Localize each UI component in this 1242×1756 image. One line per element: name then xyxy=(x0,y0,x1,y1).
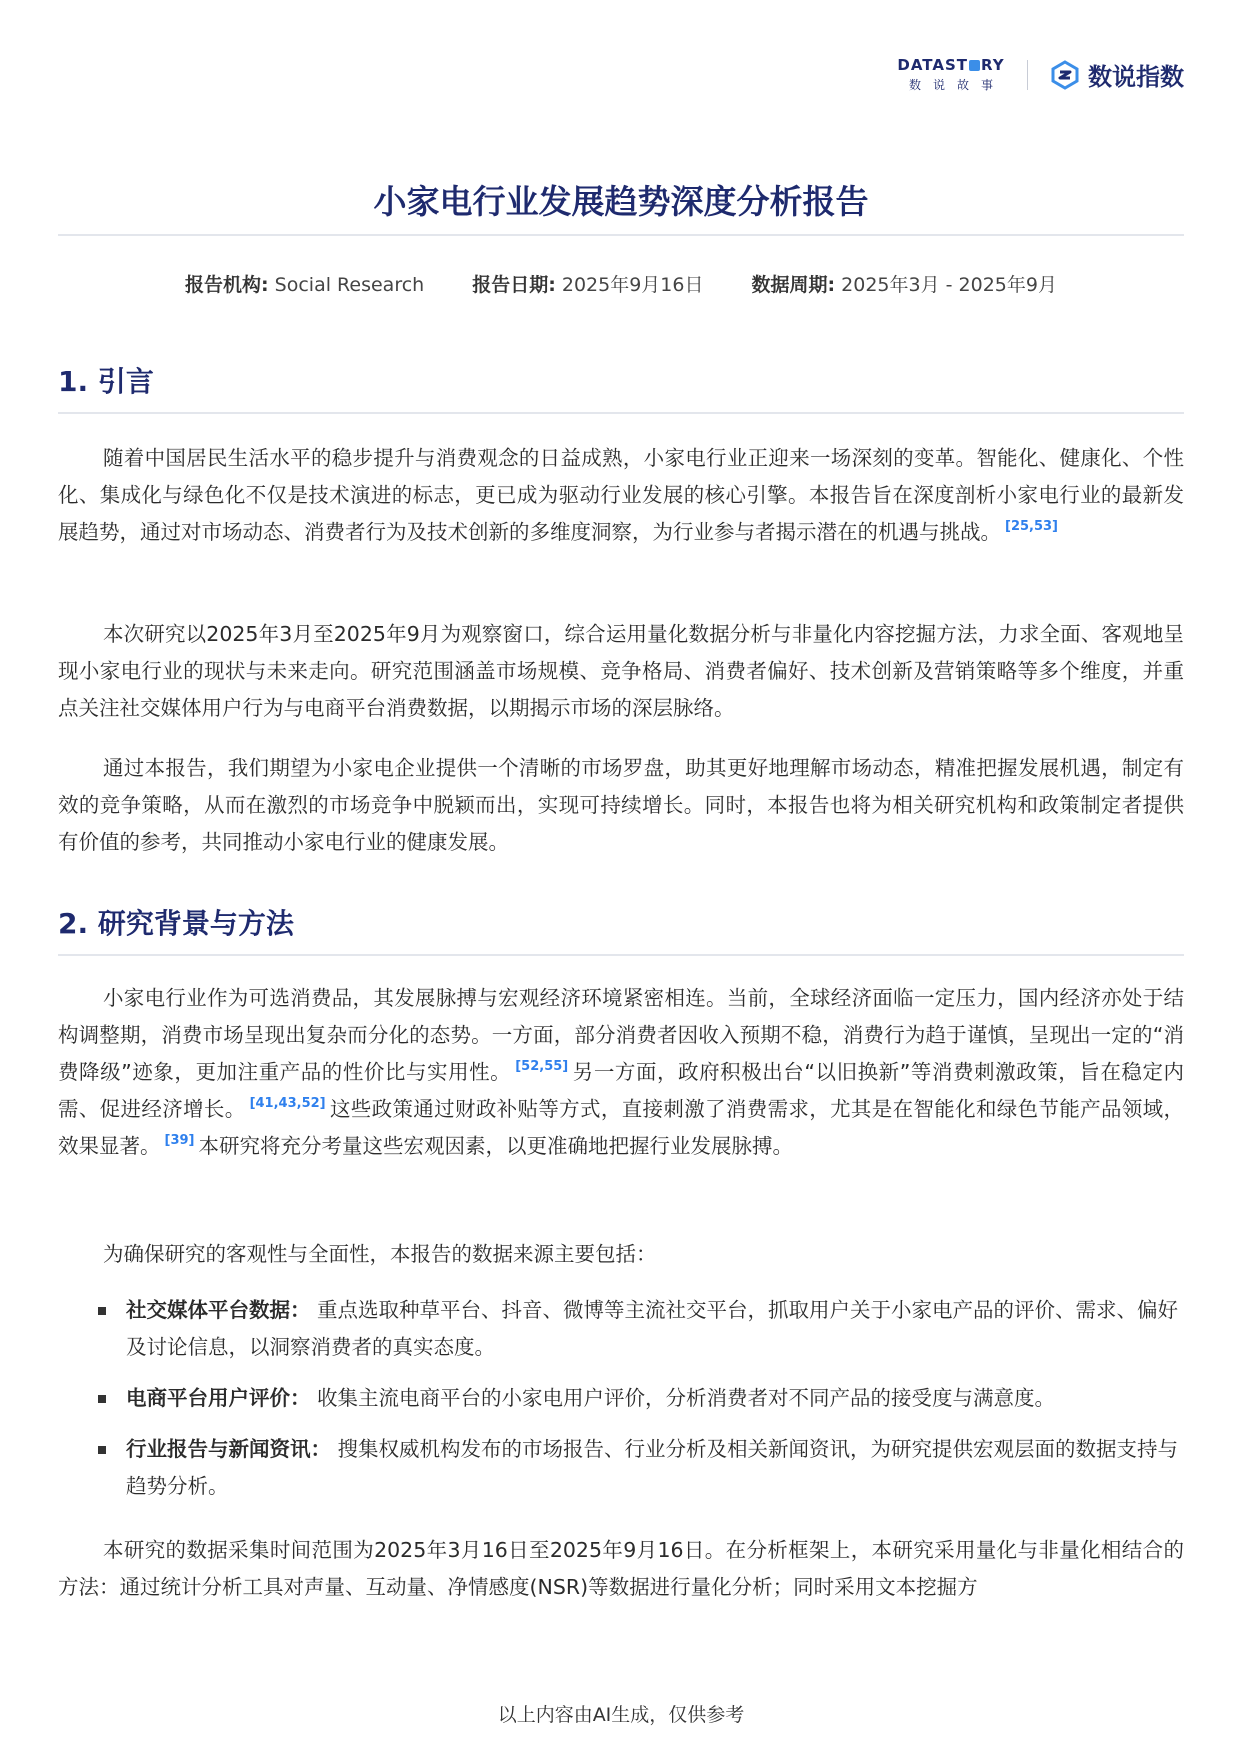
background-paragraph-2: 为确保研究的客观性与全面性，本报告的数据来源主要包括： xyxy=(103,1242,657,1266)
index-logo-text: 数说指数 xyxy=(1088,63,1184,91)
meta-org: 报告机构: Social Research xyxy=(185,274,425,296)
meta-period: 数据周期: 2025年3月 - 2025年9月 xyxy=(751,274,1057,296)
logo-divider xyxy=(1027,60,1028,90)
report-meta xyxy=(58,270,1184,297)
header-logos xyxy=(897,56,1184,93)
list-item: 行业报告与新闻资讯： 搜集权威机构发布的市场报告、行业分析及相关新闻资讯，为研究提供宏观层面的数据支持与趋势分析。 xyxy=(58,1431,1184,1505)
report-title: 小家电行业发展趋势深度分析报告 xyxy=(373,182,869,221)
citation-link[interactable]: [25,53] xyxy=(1005,519,1059,534)
citation-link[interactable]: [39] xyxy=(164,1133,195,1148)
section-divider xyxy=(58,954,1184,956)
ai-disclaimer-footer: 以上内容由AI生成，仅供参考 xyxy=(497,1704,745,1726)
datastory-wordmark: DATAST RY xyxy=(897,56,1005,74)
background-paragraph-3: 本研究的数据采集时间范围为2025年3月16日至2025年9月16日。在分析框架上，本研究采用量化与非量化相结合的方法：通过统计分析工具对声量、互动量、净情感度(NSR)等数据进行量化分析；同时采用文本挖掘方 xyxy=(58,1538,1184,1599)
section-heading-background: 2. 研究背景与方法 xyxy=(58,907,294,940)
citation-link[interactable]: [41,43,52] xyxy=(249,1096,326,1111)
bullet-square-icon xyxy=(98,1307,106,1315)
index-logo-icon xyxy=(1050,60,1080,90)
datastory-subtitle: 数说故事 xyxy=(908,78,1005,92)
intro-paragraph-3: 通过本报告，我们期望为小家电企业提供一个清晰的市场罗盘，助其更好地理解市场动态，精准把握发展机遇，制定有效的竞争策略，从而在激烈的市场竞争中脱颖而出，实现可持续增长。同时，本报告也将为相关研究机构和政策制定者提供有价值的参考，共同推动小家电行业的健康发展。 xyxy=(58,756,1184,854)
bullet-square-icon xyxy=(98,1395,106,1403)
meta-date: 报告日期: 2025年9月16日 xyxy=(472,274,704,296)
list-item: 社交媒体平台数据： 重点选取种草平台、抖音、微博等主流社交平台，抓取用户关于小家电产品的评价、需求、偏好及讨论信息，以洞察消费者的真实态度。 xyxy=(58,1292,1184,1366)
intro-paragraph-1: 随着中国居民生活水平的稳步提升与消费观念的日益成熟，小家电行业正迎来一场深刻的变革。智能化、健康化、个性化、集成化与绿色化不仅是技术演进的标志，更已成为驱动行业发展的核心引擎。本报告旨在深度剖析小家电行业的最新发展趋势，通过对市场动态、消费者行为及技术创新的多维度洞察，为行业参与者揭示潜在的机遇与挑战。 [25,53] xyxy=(58,446,1184,544)
intro-paragraph-2: 本次研究以2025年3月至2025年9月为观察窗口，综合运用量化数据分析与非量化内容挖掘方法，力求全面、客观地呈现小家电行业的现状与未来走向。研究范围涵盖市场规模、竞争格局、消费者偏好、技术创新及营销策略等多个维度，并重点关注社交媒体用户行为与电商平台消费数据，以期揭示市场的深层脉络。 xyxy=(58,622,1184,720)
data-source-list xyxy=(58,1292,1184,1519)
datastory-logo xyxy=(897,56,1005,93)
bullet-square-icon xyxy=(98,1446,106,1454)
logo-square-icon xyxy=(969,60,980,71)
title-divider xyxy=(58,234,1184,236)
section-heading-intro: 1. 引言 xyxy=(58,365,154,398)
list-item: 电商平台用户评价： 收集主流电商平台的小家电用户评价，分析消费者对不同产品的接受度与满意度。 xyxy=(58,1380,1184,1417)
background-paragraph-1: 小家电行业作为可选消费品，其发展脉搏与宏观经济环境紧密相连。当前，全球经济面临一定压力，国内经济亦处于结构调整期，消费市场呈现出复杂而分化的态势。一方面，部分消费者因收入预期不稳，消费行为趋于谨慎，呈现出一定的“消费降级”迹象，更加注重产品的性价比与实用性。 [52,55] 另一方面，政府积极出台“以旧换新”等消费刺激政策，旨在稳定内需、促进经济增长。 [41,43,52] 这些政策通过财政补贴等方式，直接刺激了消费需求，尤其是在智能化和绿色节能产品领域，效果显著。 [39] 本研究将充分考量这些宏观因素，以更准确地把握行业发展脉搏。 xyxy=(58,986,1185,1158)
citation-link[interactable]: [52,55] xyxy=(515,1059,569,1074)
index-logo xyxy=(1050,57,1184,92)
section-divider xyxy=(58,412,1184,414)
